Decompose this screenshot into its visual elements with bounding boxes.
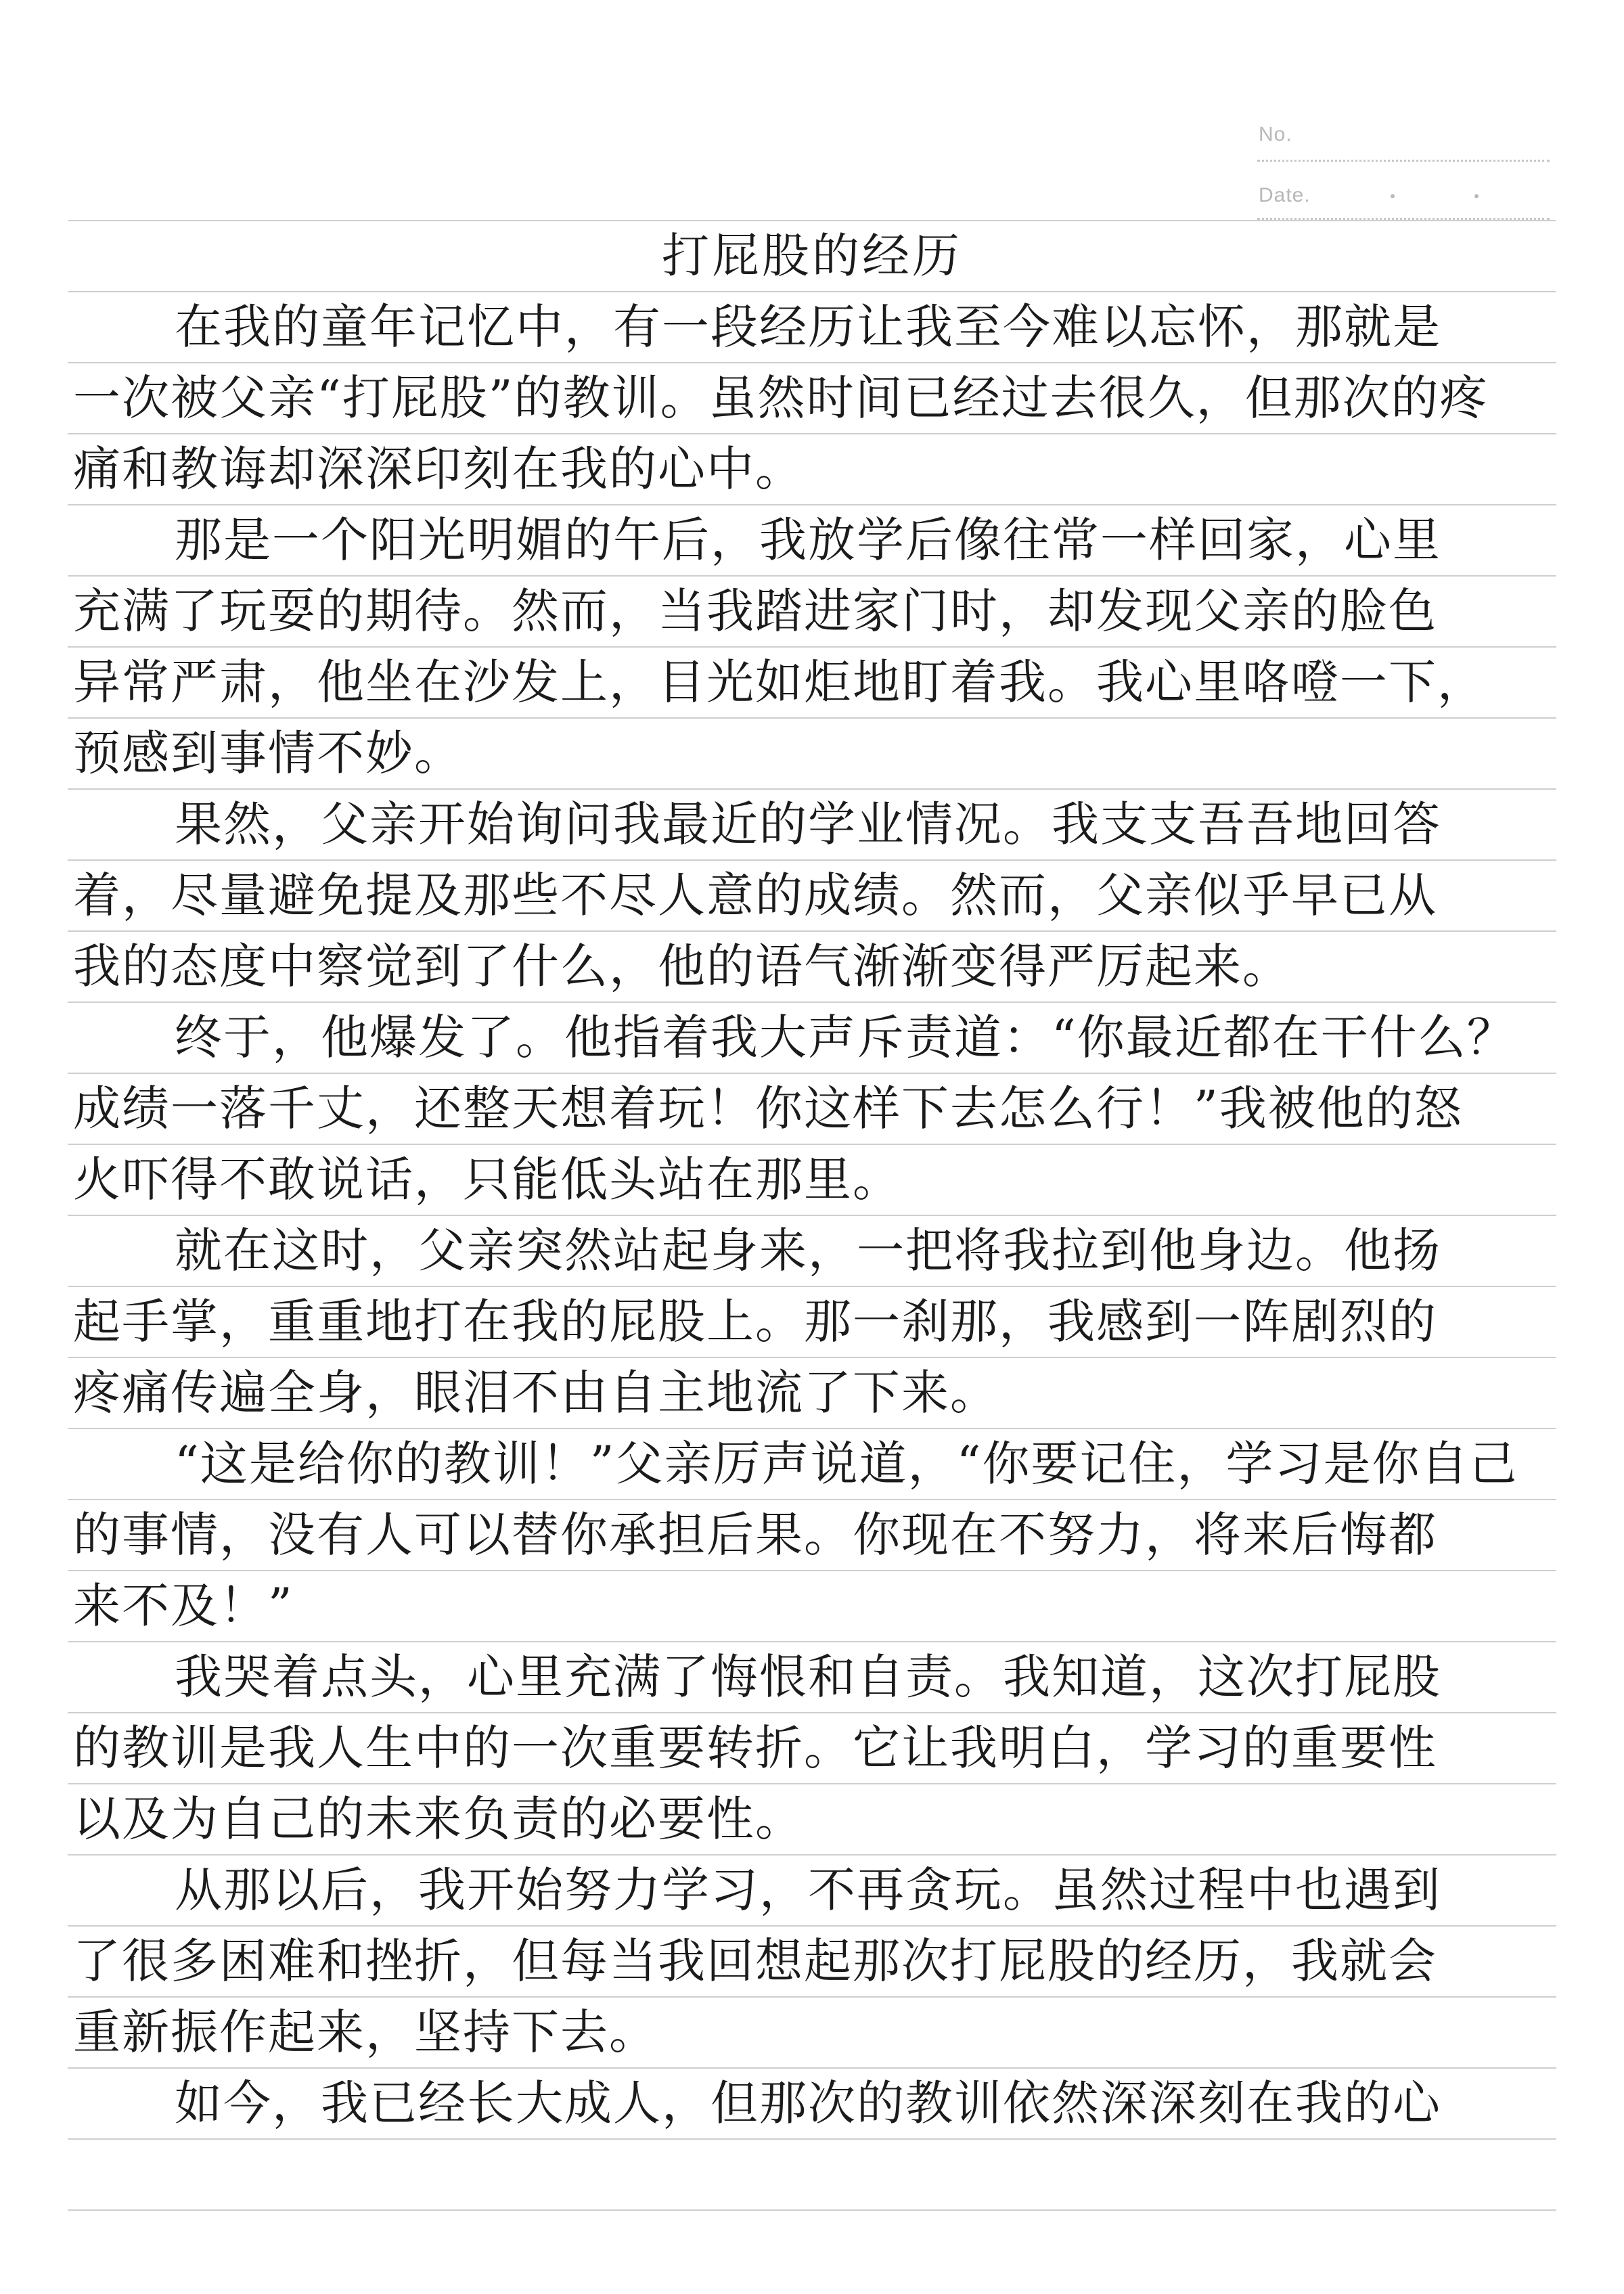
ruled-line xyxy=(68,1286,1556,1287)
essay-line: 的事情，没有人可以替你承担后果。你现在不努力，将来后悔都 xyxy=(73,1507,1437,1562)
essay-title: 打屁股的经历 xyxy=(662,228,962,284)
essay-line: 如今，我已经长大成人，但那次的教训依然深深刻在我的心 xyxy=(175,2075,1441,2131)
ruled-line xyxy=(68,362,1556,363)
ruled-line xyxy=(68,1854,1556,1856)
ruled-line xyxy=(68,1570,1556,1571)
ruled-line xyxy=(68,575,1556,577)
essay-line: 火吓得不敢说话，只能低头站在那里。 xyxy=(73,1152,901,1207)
ruled-line xyxy=(68,1215,1556,1216)
essay-line: 那是一个阳光明媚的午后，我放学后像往常一样回家，心里 xyxy=(175,512,1441,568)
essay-line: 起手掌，重重地打在我的屁股上。那一刹那，我感到一阵剧烈的 xyxy=(73,1294,1437,1349)
essay-line: 终于，他爆发了。他指着我大声斥责道：“你最近都在干什么？ xyxy=(175,1010,1516,1065)
number-label: No. xyxy=(1259,123,1292,145)
number-field-line xyxy=(1257,160,1550,162)
ruled-line xyxy=(68,1996,1556,1998)
date-label xyxy=(1259,184,1550,207)
ruled-line xyxy=(68,291,1556,292)
essay-line: 从那以后，我开始努力学习，不再贪玩。虽然过程中也遇到 xyxy=(175,1862,1441,1918)
ruled-line xyxy=(68,433,1556,434)
ruled-line xyxy=(68,1357,1556,1358)
essay-line: 就在这时，父亲突然站起身来，一把将我拉到他身边。他扬 xyxy=(175,1223,1441,1278)
ruled-line xyxy=(68,1925,1556,1927)
ruled-line xyxy=(68,1783,1556,1784)
date-separator-dot xyxy=(1391,194,1395,198)
ruled-line xyxy=(68,1002,1556,1003)
essay-line: 痛和教诲却深深印刻在我的心中。 xyxy=(73,441,804,497)
ruled-line xyxy=(68,646,1556,648)
ruled-line xyxy=(68,1144,1556,1145)
ruled-line xyxy=(68,504,1556,505)
essay-line: 异常严肃，他坐在沙发上，目光如炬地盯着我。我心里咯噔一下， xyxy=(73,654,1486,710)
essay-line: 在我的童年记忆中，有一段经历让我至今难以忘怀，那就是 xyxy=(175,299,1441,355)
ruled-line xyxy=(68,2067,1556,2069)
ruled-line xyxy=(68,2209,1556,2211)
essay-line: 成绩一落千丈，还整天想着玩！你这样下去怎么行！”我被他的怒 xyxy=(73,1081,1463,1136)
essay-line: 预感到事情不妙。 xyxy=(73,725,463,781)
ruled-line xyxy=(68,1499,1556,1500)
essay-line: 充满了玩耍的期待。然而，当我踏进家门时，却发现父亲的脸色 xyxy=(73,583,1437,639)
essay-line: 来不及！” xyxy=(73,1578,294,1634)
essay-line: 着，尽量避免提及那些不尽人意的成绩。然而，父亲似乎早已从 xyxy=(73,868,1437,923)
essay-line: 我的态度中察觉到了什么，他的语气渐渐变得严厉起来。 xyxy=(73,939,1291,994)
essay-line: 疼痛传遍全身，眼泪不由自主地流了下来。 xyxy=(73,1365,999,1420)
ruled-line xyxy=(68,2138,1556,2140)
ruled-line xyxy=(68,1712,1556,1713)
essay-line: 果然，父亲开始询问我最近的学业情况。我支支吾吾地回答 xyxy=(175,796,1441,852)
essay-line: 的教训是我人生中的一次重要转折。它让我明白，学习的重要性 xyxy=(73,1720,1437,1776)
date-separator-dot xyxy=(1474,194,1479,198)
date-label-text: Date. xyxy=(1259,184,1311,206)
ruled-line xyxy=(68,859,1556,861)
essay-line: “这是给你的教训！”父亲厉声说道，“你要记住，学习是你自己 xyxy=(175,1436,1518,1491)
ruled-line xyxy=(68,1073,1556,1074)
essay-line: 以及为自己的未来负责的必要性。 xyxy=(73,1791,804,1847)
ruled-line xyxy=(68,220,1556,221)
essay-line: 了很多困难和挫折，但每当我回想起那次打屁股的经历，我就会 xyxy=(73,1933,1437,1989)
ruled-line xyxy=(68,788,1556,790)
essay-line: 一次被父亲“打屁股”的教训。虽然时间已经过去很久，但那次的疼 xyxy=(73,370,1489,426)
ruled-line xyxy=(68,930,1556,932)
essay-line: 重新振作起来，坚持下去。 xyxy=(73,2004,658,2060)
ruled-line xyxy=(68,1641,1556,1642)
ruled-line xyxy=(68,1428,1556,1429)
essay-line: 我哭着点头，心里充满了悔恨和自责。我知道，这次打屁股 xyxy=(175,1649,1441,1705)
ruled-line xyxy=(68,717,1556,719)
